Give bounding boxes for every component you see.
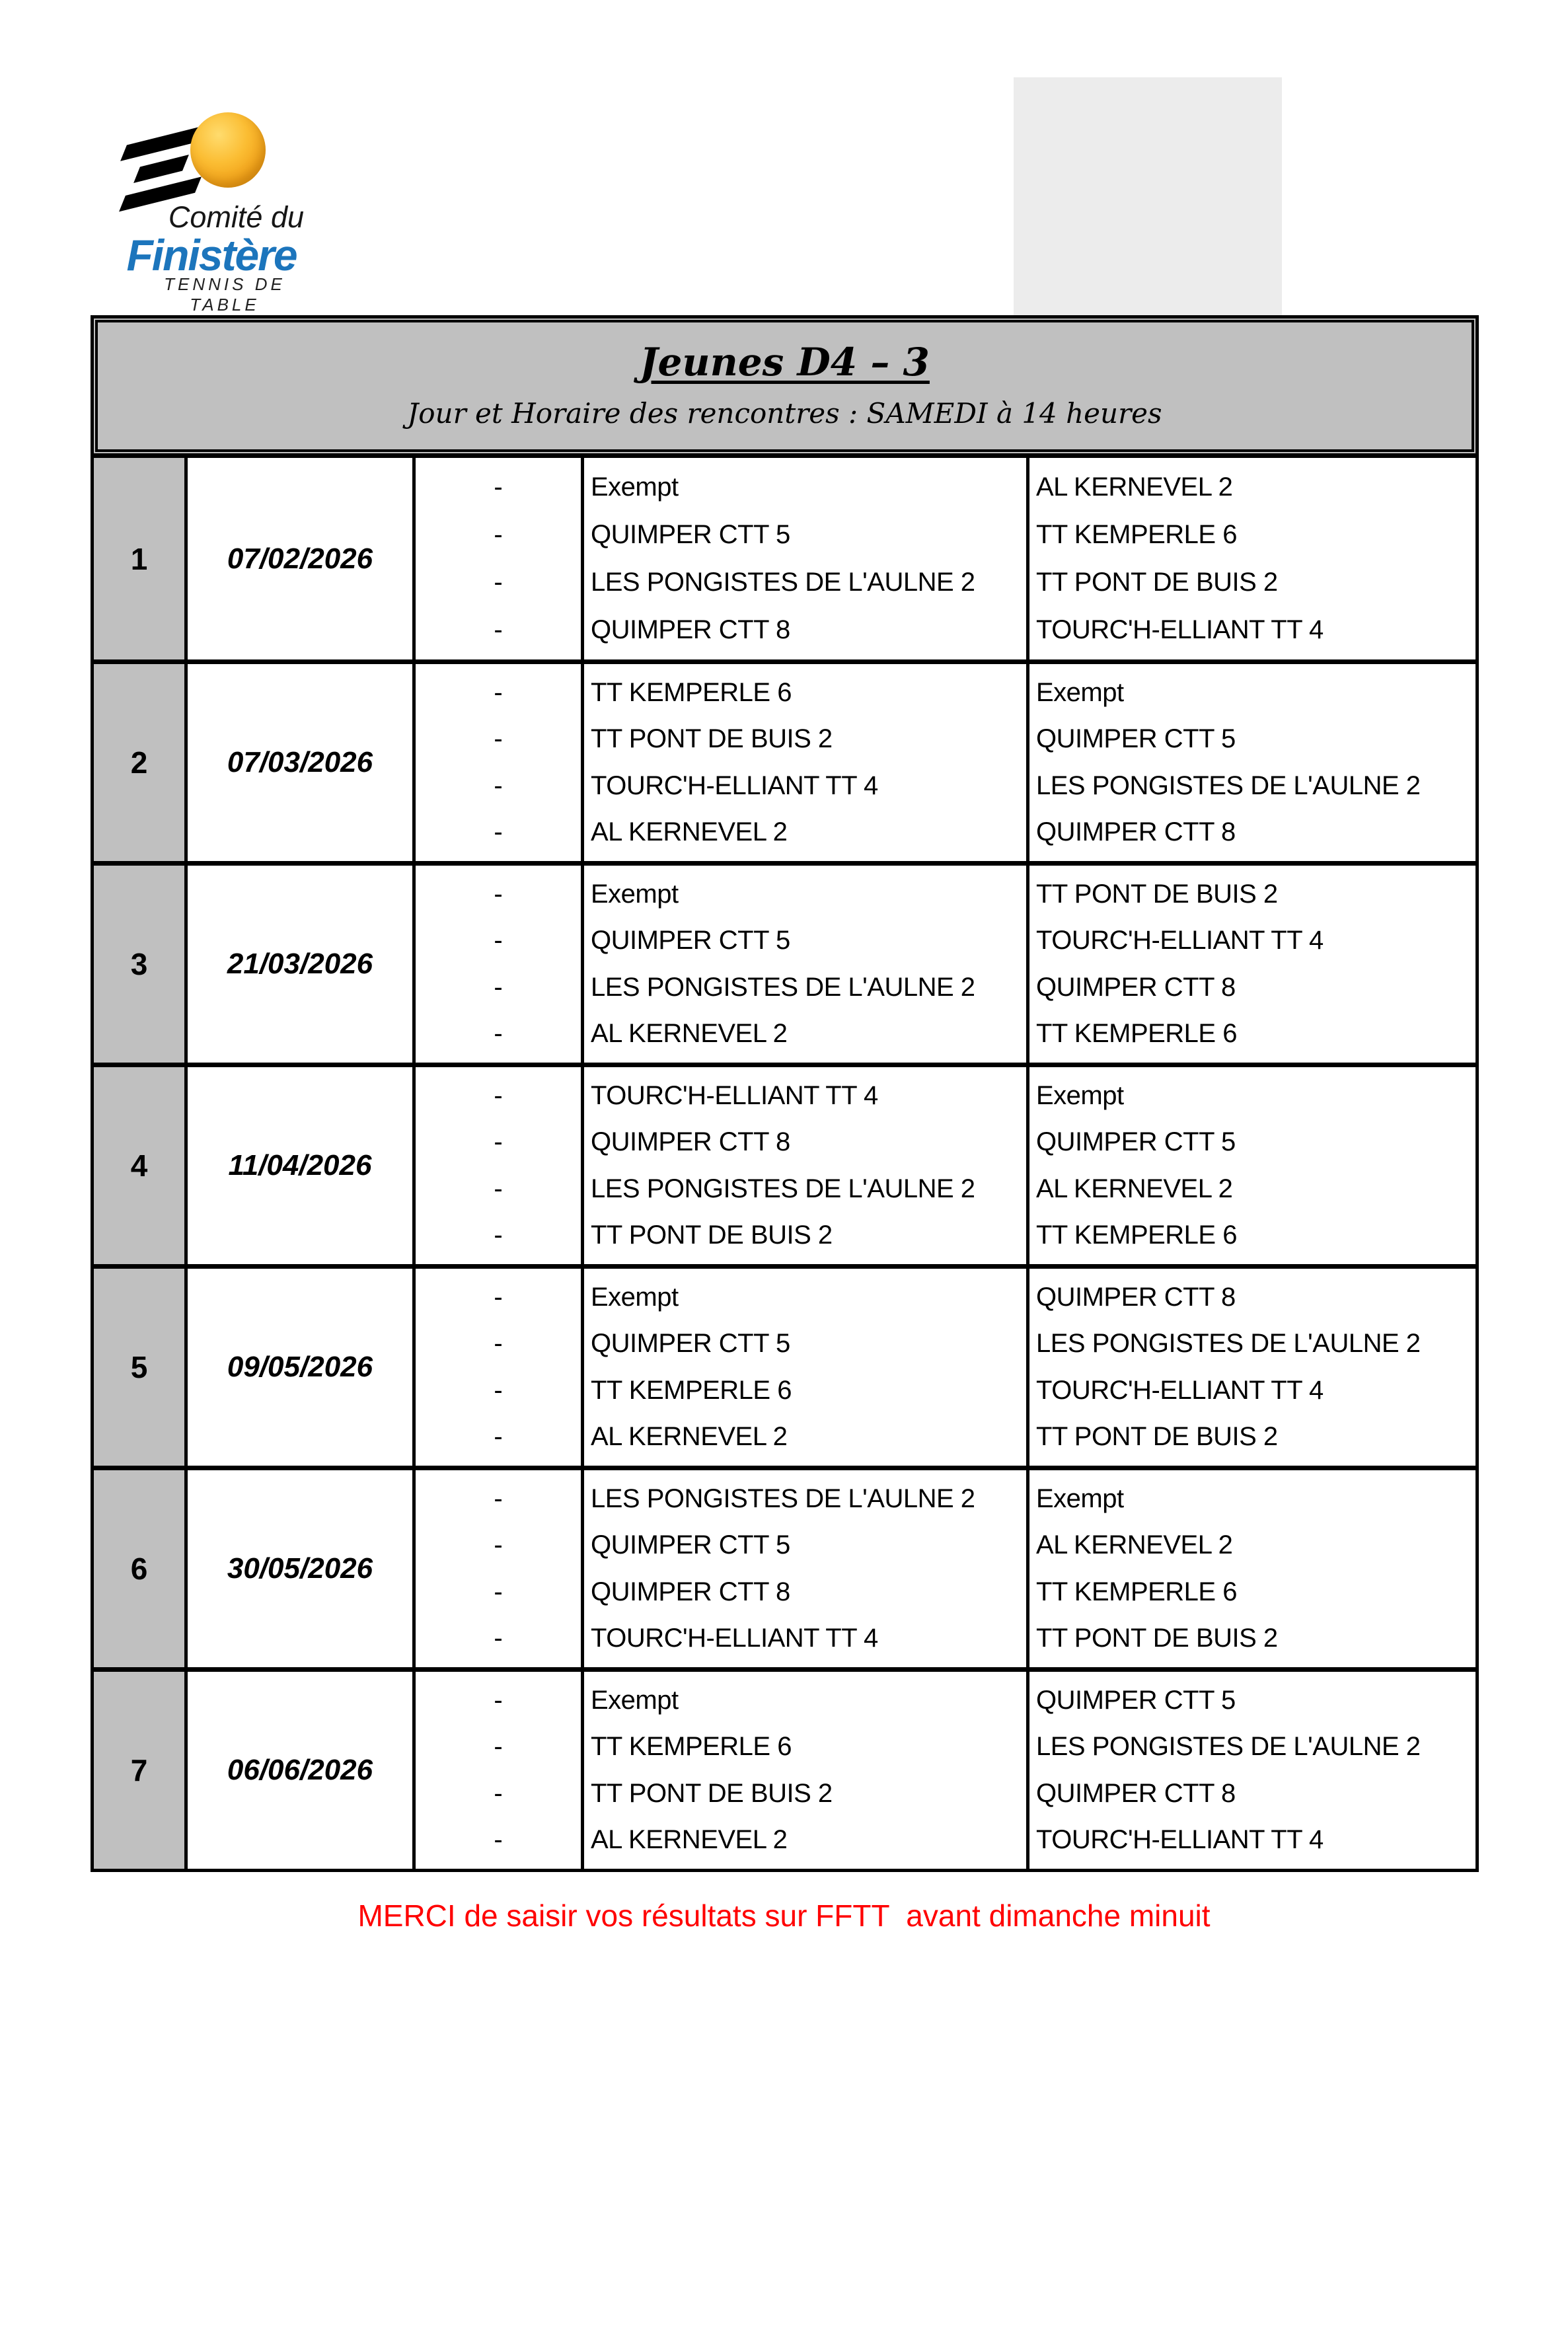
match-dash: -: [494, 1422, 503, 1452]
home-team: TOURC'H-ELLIANT TT 4: [591, 1080, 878, 1110]
away-team: QUIMPER CTT 8: [1036, 972, 1236, 1002]
match-dash: -: [494, 677, 503, 707]
match-dash: -: [494, 1778, 503, 1808]
round-number: 1: [94, 458, 188, 659]
match-dash: -: [494, 1624, 503, 1653]
round-number: 6: [94, 1470, 188, 1667]
home-team: Exempt: [591, 1282, 679, 1312]
away-team: AL KERNEVEL 2: [1036, 1174, 1233, 1203]
top-right-placeholder: [1014, 77, 1282, 317]
dash-column: [416, 664, 584, 861]
table-row: [94, 1466, 1475, 1667]
match-dash: -: [494, 926, 503, 956]
round-number: 5: [94, 1269, 188, 1466]
home-team: QUIMPER CTT 8: [591, 1577, 790, 1606]
match-dash: -: [494, 1220, 503, 1250]
away-team: QUIMPER CTT 8: [1036, 1778, 1236, 1808]
away-team: TOURC'H-ELLIANT TT 4: [1036, 1825, 1324, 1855]
match-dash: -: [494, 615, 503, 645]
home-team: Exempt: [591, 879, 679, 909]
logo-text-comite-du: Comité du: [168, 200, 304, 234]
match-dash: -: [494, 1174, 503, 1203]
page-title: Jeunes D4 – 3: [640, 339, 930, 385]
home-team: LES PONGISTES DE L'AULNE 2: [591, 972, 975, 1002]
round-date: 09/05/2026: [188, 1269, 416, 1466]
away-team: QUIMPER CTT 5: [1036, 1685, 1236, 1715]
home-teams-column: [584, 1470, 1029, 1667]
home-team: LES PONGISTES DE L'AULNE 2: [591, 1483, 975, 1513]
logo-text-finistere: Finistère: [126, 231, 297, 280]
away-team: TT KEMPERLE 6: [1036, 1220, 1237, 1250]
round-number: 3: [94, 866, 188, 1063]
home-team: Exempt: [591, 472, 679, 502]
schedule-subtitle: Jour et Horaire des rencontres : SAMEDI à 14 heures: [407, 397, 1162, 430]
home-team: AL KERNEVEL 2: [591, 817, 788, 847]
home-team: QUIMPER CTT 8: [591, 1127, 790, 1157]
away-team: TOURC'H-ELLIANT TT 4: [1036, 926, 1324, 956]
home-teams-column: [584, 458, 1029, 659]
home-team: QUIMPER CTT 5: [591, 926, 790, 956]
home-team: QUIMPER CTT 5: [591, 519, 790, 549]
home-team: TT KEMPERLE 6: [591, 1732, 792, 1762]
away-team: Exempt: [1036, 1080, 1124, 1110]
match-dash: -: [494, 568, 503, 597]
round-date: 21/03/2026: [188, 866, 416, 1063]
away-team: Exempt: [1036, 677, 1124, 707]
match-dash: -: [494, 1577, 503, 1606]
away-teams-column: [1029, 664, 1475, 861]
away-team: QUIMPER CTT 5: [1036, 1127, 1236, 1157]
match-dash: -: [494, 1329, 503, 1359]
match-dash: -: [494, 770, 503, 800]
match-dash: -: [494, 817, 503, 847]
home-team: AL KERNEVEL 2: [591, 1825, 788, 1855]
title-band: [94, 319, 1475, 453]
home-team: TT KEMPERLE 6: [591, 677, 792, 707]
table-row: [94, 659, 1475, 861]
away-team: TT PONT DE BUIS 2: [1036, 1624, 1278, 1653]
home-team: Exempt: [591, 1685, 679, 1715]
round-number: 2: [94, 664, 188, 861]
match-dash: -: [494, 1127, 503, 1157]
footer-reminder: MERCI de saisir vos résultats sur FFTT avant dimanche minuit: [357, 1898, 1211, 1933]
match-dash: -: [494, 1375, 503, 1405]
logo-text-tennis-de-table: TENNIS DE TABLE: [164, 274, 285, 315]
away-team: TT PONT DE BUIS 2: [1036, 879, 1278, 909]
round-date: 11/04/2026: [188, 1067, 416, 1264]
home-team: TT PONT DE BUIS 2: [591, 1220, 833, 1250]
away-team: TT PONT DE BUIS 2: [1036, 568, 1278, 597]
round-number: 4: [94, 1067, 188, 1264]
away-team: TOURC'H-ELLIANT TT 4: [1036, 615, 1324, 645]
home-team: TOURC'H-ELLIANT TT 4: [591, 1624, 878, 1653]
away-team: QUIMPER CTT 8: [1036, 1282, 1236, 1312]
match-dash: -: [494, 1825, 503, 1855]
match-dash: -: [494, 1530, 503, 1560]
away-team: LES PONGISTES DE L'AULNE 2: [1036, 1732, 1421, 1762]
home-team: AL KERNEVEL 2: [591, 1019, 788, 1049]
dash-column: [416, 1672, 584, 1869]
table-row: [94, 861, 1475, 1063]
away-teams-column: [1029, 1067, 1475, 1264]
away-team: TOURC'H-ELLIANT TT 4: [1036, 1375, 1324, 1405]
away-team: LES PONGISTES DE L'AULNE 2: [1036, 770, 1421, 800]
home-team: TT PONT DE BUIS 2: [591, 1778, 833, 1808]
dash-column: [416, 1269, 584, 1466]
table-row: [94, 1667, 1475, 1869]
ping-pong-ball-icon: [190, 112, 266, 188]
match-dash: -: [494, 972, 503, 1002]
home-team: LES PONGISTES DE L'AULNE 2: [591, 1174, 975, 1203]
home-teams-column: [584, 1269, 1029, 1466]
round-date: 07/02/2026: [188, 458, 416, 659]
away-team: TT KEMPERLE 6: [1036, 1577, 1237, 1606]
match-dash: -: [494, 1732, 503, 1762]
title-block: [95, 320, 1474, 452]
home-team: QUIMPER CTT 5: [591, 1530, 790, 1560]
away-team: TT PONT DE BUIS 2: [1036, 1422, 1278, 1452]
dash-column: [416, 1067, 584, 1264]
away-team: TT KEMPERLE 6: [1036, 519, 1237, 549]
home-teams-column: [584, 664, 1029, 861]
match-dash: -: [494, 1282, 503, 1312]
schedule-table: [91, 315, 1479, 1872]
match-dash: -: [494, 1483, 503, 1513]
match-dash: -: [494, 1019, 503, 1049]
away-team: TT KEMPERLE 6: [1036, 1019, 1237, 1049]
home-team: LES PONGISTES DE L'AULNE 2: [591, 568, 975, 597]
home-team: TT KEMPERLE 6: [591, 1375, 792, 1405]
dash-column: [416, 866, 584, 1063]
away-teams-column: [1029, 1672, 1475, 1869]
away-teams-column: [1029, 1269, 1475, 1466]
match-dash: -: [494, 472, 503, 502]
away-team: QUIMPER CTT 8: [1036, 817, 1236, 847]
table-row: [94, 458, 1475, 659]
match-dash: -: [494, 519, 503, 549]
away-team: Exempt: [1036, 1483, 1124, 1513]
home-teams-column: [584, 1067, 1029, 1264]
round-number: 7: [94, 1672, 188, 1869]
table-row: [94, 1063, 1475, 1264]
away-team: QUIMPER CTT 5: [1036, 724, 1236, 754]
dash-column: [416, 458, 584, 659]
table-row: [94, 1264, 1475, 1466]
rounds-container: [94, 453, 1475, 1869]
away-team: LES PONGISTES DE L'AULNE 2: [1036, 1329, 1421, 1359]
home-team: QUIMPER CTT 8: [591, 615, 790, 645]
away-teams-column: [1029, 458, 1475, 659]
match-dash: -: [494, 724, 503, 754]
match-dash: -: [494, 879, 503, 909]
home-teams-column: [584, 866, 1029, 1063]
home-team: TT PONT DE BUIS 2: [591, 724, 833, 754]
dash-column: [416, 1470, 584, 1667]
away-teams-column: [1029, 866, 1475, 1063]
round-date: 07/03/2026: [188, 664, 416, 861]
away-teams-column: [1029, 1470, 1475, 1667]
match-dash: -: [494, 1685, 503, 1715]
home-team: TOURC'H-ELLIANT TT 4: [591, 770, 878, 800]
home-teams-column: [584, 1672, 1029, 1869]
match-dash: -: [494, 1080, 503, 1110]
round-date: 06/06/2026: [188, 1672, 416, 1869]
home-team: QUIMPER CTT 5: [591, 1329, 790, 1359]
away-team: AL KERNEVEL 2: [1036, 1530, 1233, 1560]
away-team: AL KERNEVEL 2: [1036, 472, 1233, 502]
home-team: AL KERNEVEL 2: [591, 1422, 788, 1452]
round-date: 30/05/2026: [188, 1470, 416, 1667]
